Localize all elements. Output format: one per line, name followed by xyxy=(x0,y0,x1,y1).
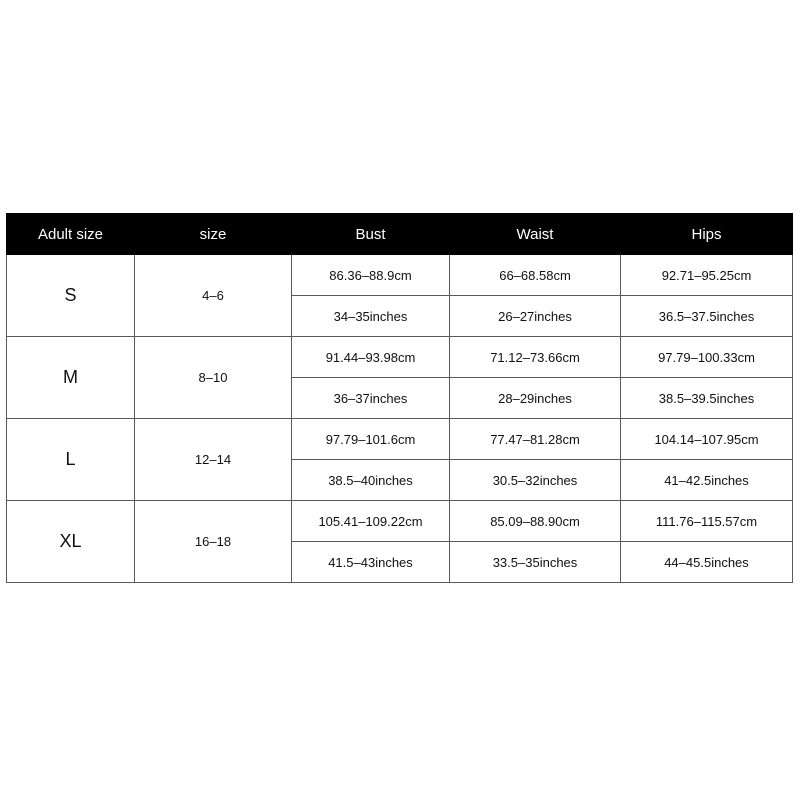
header-row xyxy=(7,214,793,255)
table-header xyxy=(7,214,793,255)
bust-cm-cell: 91.44–93.98cm xyxy=(292,337,450,378)
header-adult-size: Adult size xyxy=(7,214,135,255)
hips-inches-cell: 36.5–37.5inches xyxy=(621,296,793,337)
hips-inches-cell: 38.5–39.5inches xyxy=(621,378,793,419)
hips-cm-cell: 92.71–95.25cm xyxy=(621,255,793,296)
waist-cm-cell: 85.09–88.90cm xyxy=(450,501,621,542)
waist-inches-cell: 28–29inches xyxy=(450,378,621,419)
adult-size-cell: M xyxy=(7,337,135,419)
bust-inches-cell: 34–35inches xyxy=(292,296,450,337)
waist-cm-cell: 66–68.58cm xyxy=(450,255,621,296)
header-waist: Waist xyxy=(450,214,621,255)
bust-cm-cell: 105.41–109.22cm xyxy=(292,501,450,542)
hips-cm-cell: 97.79–100.33cm xyxy=(621,337,793,378)
table-row-s-cm xyxy=(7,255,793,296)
adult-size-cell: S xyxy=(7,255,135,337)
size-cell: 16–18 xyxy=(135,501,292,583)
adult-size-cell: L xyxy=(7,419,135,501)
table-row-m-cm xyxy=(7,337,793,378)
size-chart-table xyxy=(6,213,793,583)
hips-inches-cell: 41–42.5inches xyxy=(621,460,793,501)
size-cell: 12–14 xyxy=(135,419,292,501)
table-body xyxy=(7,255,793,583)
bust-inches-cell: 38.5–40inches xyxy=(292,460,450,501)
header-size: size xyxy=(135,214,292,255)
table-row-l-cm xyxy=(7,419,793,460)
waist-cm-cell: 71.12–73.66cm xyxy=(450,337,621,378)
waist-cm-cell: 77.47–81.28cm xyxy=(450,419,621,460)
header-hips: Hips xyxy=(621,214,793,255)
hips-cm-cell: 111.76–115.57cm xyxy=(621,501,793,542)
waist-inches-cell: 26–27inches xyxy=(450,296,621,337)
bust-cm-cell: 86.36–88.9cm xyxy=(292,255,450,296)
bust-inches-cell: 41.5–43inches xyxy=(292,542,450,583)
hips-cm-cell: 104.14–107.95cm xyxy=(621,419,793,460)
size-cell: 4–6 xyxy=(135,255,292,337)
adult-size-cell: XL xyxy=(7,501,135,583)
hips-inches-cell: 44–45.5inches xyxy=(621,542,793,583)
bust-inches-cell: 36–37inches xyxy=(292,378,450,419)
bust-cm-cell: 97.79–101.6cm xyxy=(292,419,450,460)
table-row-xl-cm xyxy=(7,501,793,542)
waist-inches-cell: 33.5–35inches xyxy=(450,542,621,583)
waist-inches-cell: 30.5–32inches xyxy=(450,460,621,501)
header-bust: Bust xyxy=(292,214,450,255)
size-cell: 8–10 xyxy=(135,337,292,419)
